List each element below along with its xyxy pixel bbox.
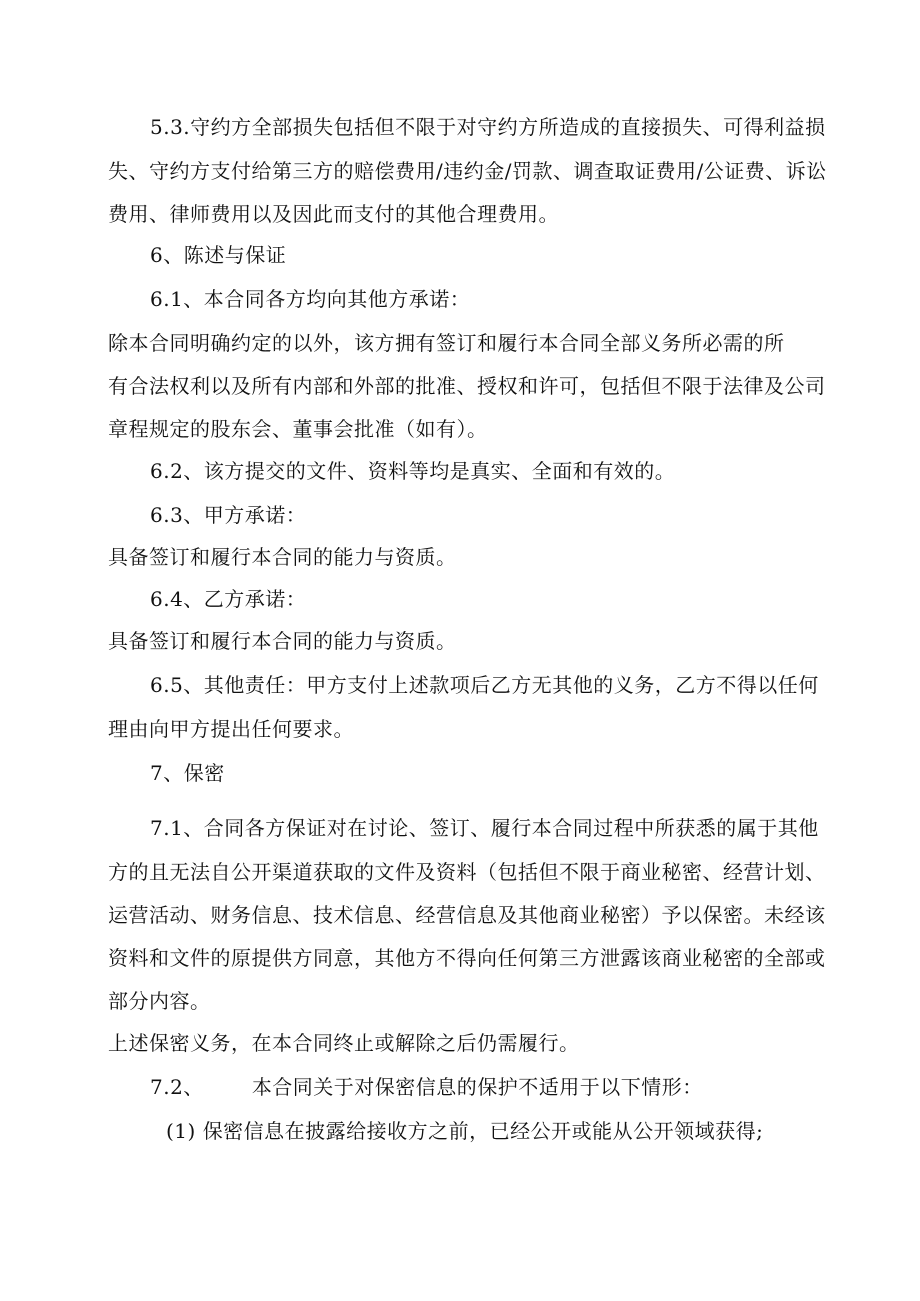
clause-7-1-line-2: 方的且无法自公开渠道获取的文件及资料（包括但不限于商业秘密、经营计划、 [108,860,826,884]
clause-6-5-line-2: 理由向甲方提出任何要求。 [108,717,354,741]
clause-6-1-body-line-1: 除本合同明确约定的以外，该方拥有签订和履行本合同全部义务所必需的所 [108,331,785,355]
clause-7-2-label: 7.2、 [150,1075,204,1099]
clause-6-3-body: 具备签订和履行本合同的能力与资质。 [108,545,457,569]
clause-6-1-body-line-3: 章程规定的股东会、董事会批准（如有）。 [108,417,488,441]
clause-6-2: 6.2、该方提交的文件、资料等均是真实、全面和有效的。 [150,459,676,483]
clause-7-2-text: 本合同关于对保密信息的保护不适用于以下情形： [251,1075,703,1099]
clause-7-1-line-4: 资料和文件的原提供方同意，其他方不得向任何第三方泄露该商业秘密的全部或 [108,946,826,970]
clause-7-1-note: 上述保密义务，在本合同终止或解除之后仍需履行。 [108,1031,580,1055]
clause-6-5-line-1: 6.5、其他责任：甲方支付上述款项后乙方无其他的义务，乙方不得以任何 [150,673,819,697]
clause-6-4-body: 具备签订和履行本合同的能力与资质。 [108,629,457,653]
clause-7-2 [150,1074,703,1100]
clause-5-3-line-2: 失、守约方支付给第三方的赔偿费用/违约金/罚款、调查取证费用/公证费、诉讼 [108,159,827,183]
clause-7-1-line-1: 7.1、合同各方保证对在讨论、签订、履行本合同过程中所获悉的属于其他 [150,816,819,840]
clause-6-1: 6.1、本合同各方均向其他方承诺： [150,287,471,311]
clause-6-1-body-line-2: 有合法权利以及所有内部和外部的批准、授权和许可，包括但不限于法律及公司 [108,374,826,398]
clause-6-4: 6.4、乙方承诺： [150,587,307,611]
section-6-heading: 6、陈述与保证 [150,243,287,267]
clause-7-1-line-3: 运营活动、财务信息、技术信息、经营信息及其他商业秘密）予以保密。未经该 [108,903,826,927]
clause-7-2-item-1: (1) 保密信息在披露给接收方之前，已经公开或能从公开领域获得; [166,1119,764,1143]
clause-7-1-line-5: 部分内容。 [108,989,211,1013]
section-7-heading: 7、保密 [150,761,225,785]
clause-5-3-line-3: 费用、律师费用以及因此而支付的其他合理费用。 [108,202,559,226]
clause-6-3: 6.3、甲方承诺： [150,503,307,527]
clause-5-3-line-1: 5.3.守约方全部损失包括但不限于对守约方所造成的直接损失、可得利益损 [150,115,826,139]
